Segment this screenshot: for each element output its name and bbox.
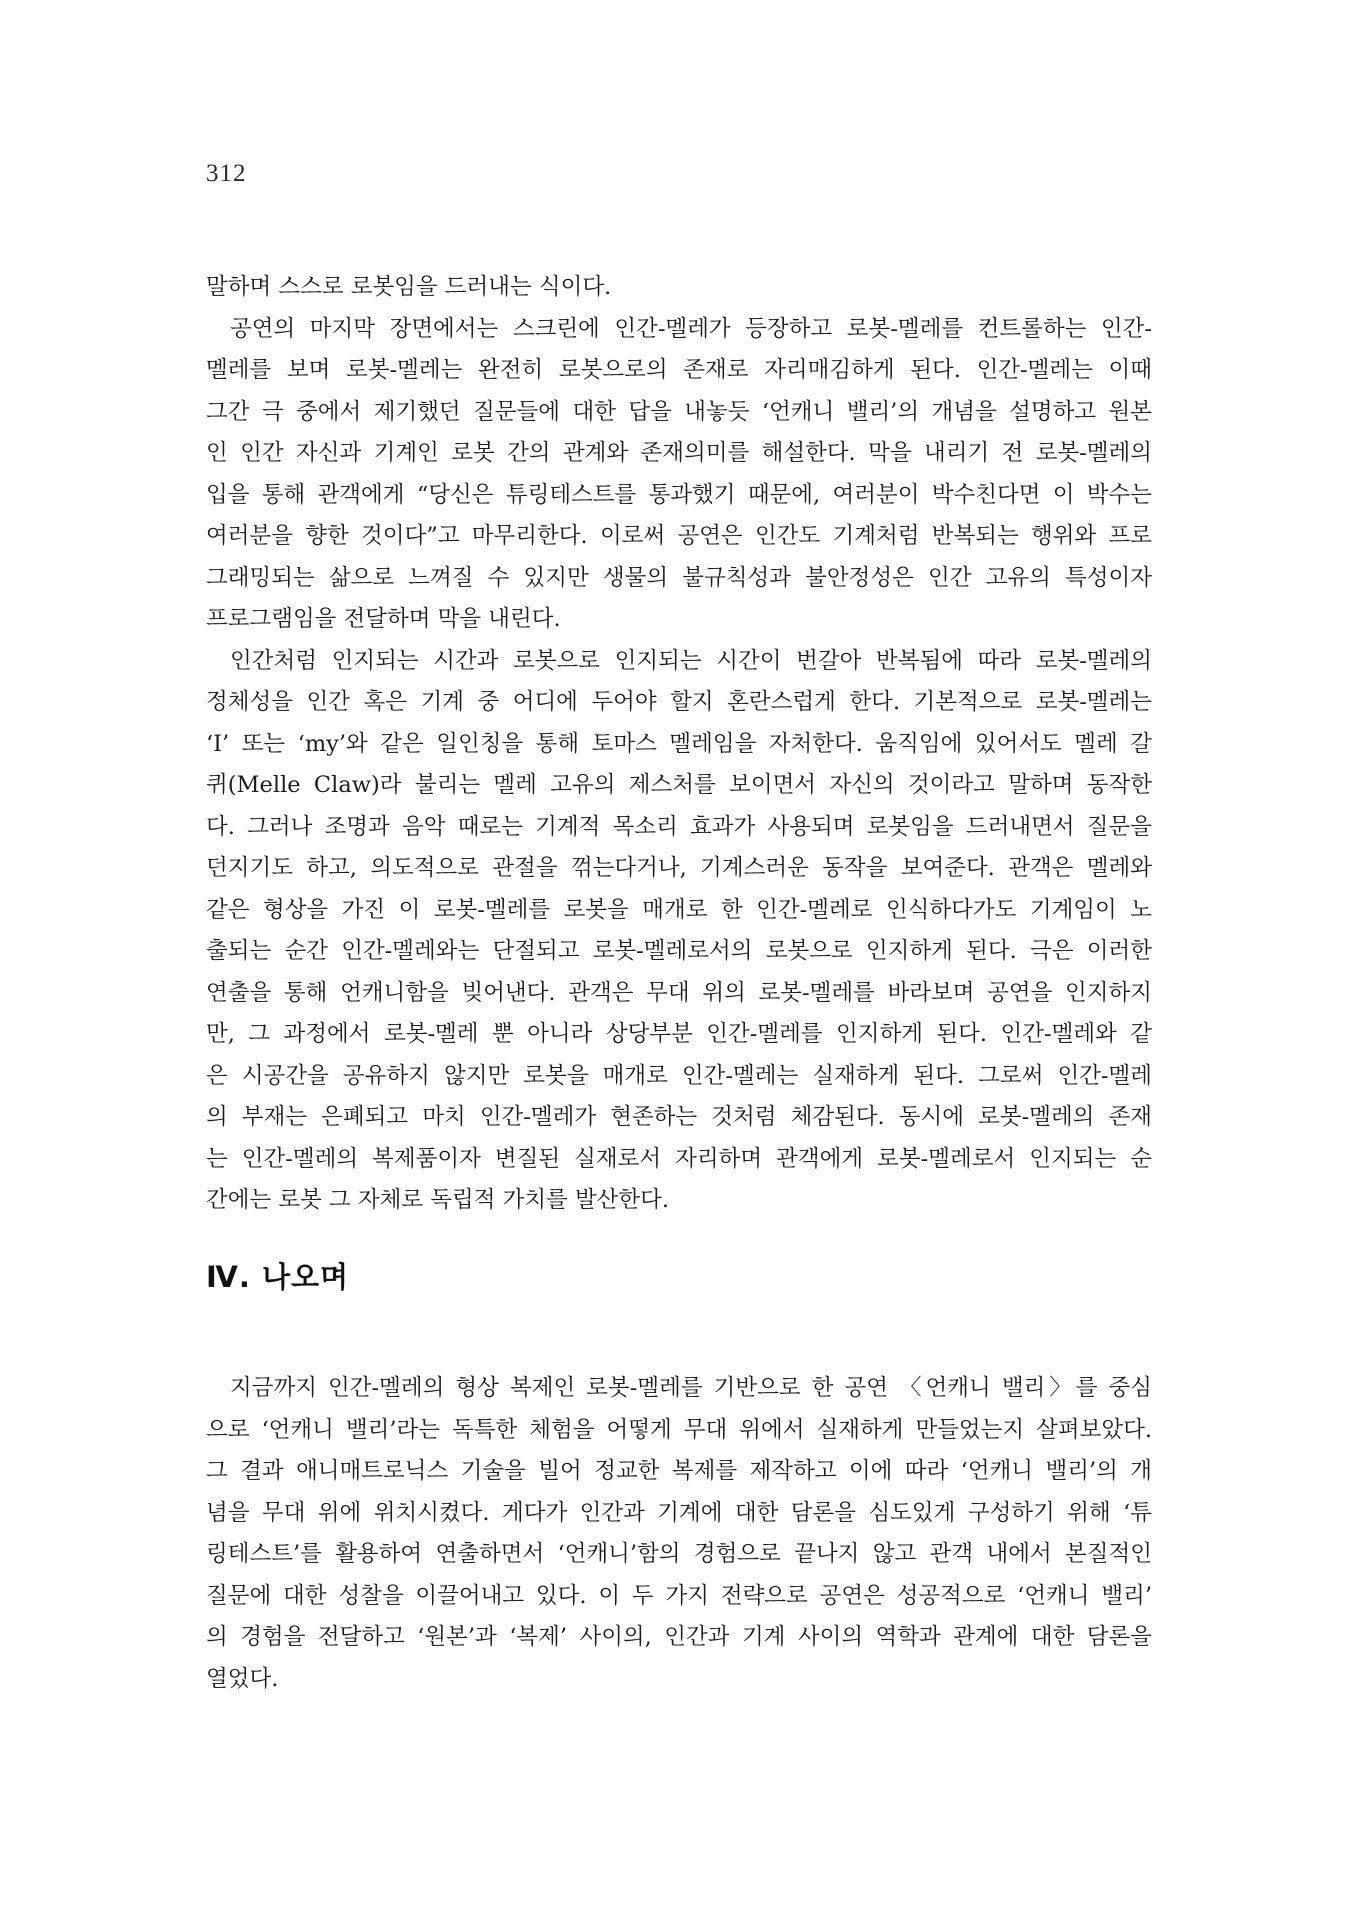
text-line: 공연의 마지막 장면에서는 스크린에 인간-멜레가 등장하고 로봇-멜레를 컨트롤하는 인간- (230, 315, 1152, 342)
body-paragraphs-2 (206, 1368, 1152, 1700)
text-line: 의 경험을 전달하고 ‘원본’과 ‘복제’ 사이의, 인간과 기계 사이의 역학과 관계에 대한 담론을 (206, 1624, 1152, 1650)
page-number: 312 (206, 160, 247, 187)
text-line: ‘I’ 또는 ‘my’와 같은 일인칭을 통해 토마스 멜레임을 자처한다. 움직임에 있어서도 멜레 갈 (206, 730, 1152, 757)
text-line: 그간 극 중에서 제기했던 질문들에 대한 답을 내놓듯 ‘언캐니 밸리’의 개념을 설명하고 원본 (206, 398, 1152, 425)
text-line: 질문에 대한 성찰을 이끌어내고 있다. 이 두 가지 전략으로 공연은 성공적으로 ‘언캐니 밸리’ (206, 1582, 1152, 1609)
text-line: 링테스트’를 활용하여 연출하면서 ‘언캐니’함의 경험으로 끝나지 않고 관객 내에서 본질적인 (206, 1541, 1152, 1567)
text-line: 멜레를 보며 로봇-멜레는 완전히 로봇으로의 존재로 자리매김하게 된다. 인간-멜레는 이때 (206, 357, 1152, 383)
text-line: 정체성을 인간 혹은 기계 중 어디에 두어야 할지 혼란스럽게 한다. 기본적으로 로봇-멜레는 (206, 689, 1152, 715)
text-line: 의 부재는 은폐되고 마치 인간-멜레가 현존하는 것처럼 체감된다. 동시에 로봇-멜레의 존재 (206, 1104, 1152, 1130)
text-line: 같은 형상을 가진 이 로봇-멜레를 로봇을 매개로 한 인간-멜레로 인식하다가도 기계임이 노 (206, 896, 1152, 923)
text-line: 인간처럼 인지되는 시간과 로봇으로 인지되는 시간이 번갈아 반복됨에 따라 로봇-멜레의 (230, 647, 1152, 674)
section-heading: Ⅳ. 나오며 (206, 1260, 350, 1294)
text-line: 는 인간-멜레의 복제품이자 변질된 실재로서 자리하며 관객에게 로봇-멜레로서 인지되는 순 (206, 1145, 1152, 1172)
text-line: 말하며 스스로 로봇임을 드러내는 식이다. (206, 274, 612, 300)
text-line: 지금까지 인간-멜레의 형상 복제인 로봇-멜레를 기반으로 한 공연 〈언캐니 밸리〉를 중심 (230, 1375, 1152, 1401)
text-line: 열었다. (206, 1665, 279, 1692)
text-line: 으로 ‘언캐니 밸리’라는 독특한 체험을 어떻게 무대 위에서 실재하게 만들었는지 살펴보았다. (206, 1416, 1152, 1443)
text-line: 다. 그러나 조명과 음악 때로는 기계적 목소리 효과가 사용되며 로봇임을 드러내면서 질문을 (206, 813, 1152, 840)
text-line: 연출을 통해 언캐니함을 빚어낸다. 관객은 무대 위의 로봇-멜레를 바라보며 공연을 인지하지 (206, 979, 1152, 1006)
text-line: 념을 무대 위에 위치시켰다. 게다가 인간과 기계에 대한 담론을 심도있게 구성하기 위해 ‘튜 (206, 1499, 1152, 1526)
text-line: 던지기도 하고, 의도적으로 관절을 꺾는다거나, 기계스러운 동작을 보여준다. 관객은 멜레와 (206, 855, 1152, 881)
text-line: 입을 통해 관객에게 “당신은 튜링테스트를 통과했기 때문에, 여러분이 박수친다면 이 박수는 (206, 481, 1152, 508)
text-line: 여러분을 향한 것이다”고 마무리한다. 이로써 공연은 인간도 기계처럼 반복되는 행위와 프로 (206, 523, 1152, 549)
text-line: 인 인간 자신과 기계인 로봇 간의 관계와 존재의미를 해설한다. 막을 내리기 전 로봇-멜레의 (206, 440, 1152, 466)
body-paragraphs-1 (206, 267, 1152, 1222)
text-line: 간에는 로봇 그 자체로 독립적 가치를 발산한다. (206, 1187, 670, 1213)
text-line: 출되는 순간 인간-멜레와는 단절되고 로봇-멜레로서의 로봇으로 인지하게 된다. 극은 이러한 (206, 938, 1152, 964)
text-line: 그래밍되는 삶으로 느껴질 수 있지만 생물의 불규칙성과 불안정성은 인간 고유의 특성이자 (206, 564, 1152, 591)
text-line: 프로그램임을 전달하며 막을 내린다. (206, 606, 561, 632)
text-line: 은 시공간을 공유하지 않지만 로봇을 매개로 인간-멜레는 실재하게 된다. 그로써 인간-멜레 (206, 1062, 1152, 1089)
text-line: 만, 그 과정에서 로봇-멜레 뿐 아니라 상당부분 인간-멜레를 인지하게 된다. 인간-멜레와 같 (206, 1021, 1152, 1047)
text-line: 그 결과 애니매트로닉스 기술을 빌어 정교한 복제를 제작하고 이에 따라 ‘언캐니 밸리’의 개 (206, 1458, 1152, 1484)
text-line: 퀴(Melle Claw)라 불리는 멜레 고유의 제스처를 보이면서 자신의 것이라고 말하며 동작한 (206, 772, 1152, 798)
